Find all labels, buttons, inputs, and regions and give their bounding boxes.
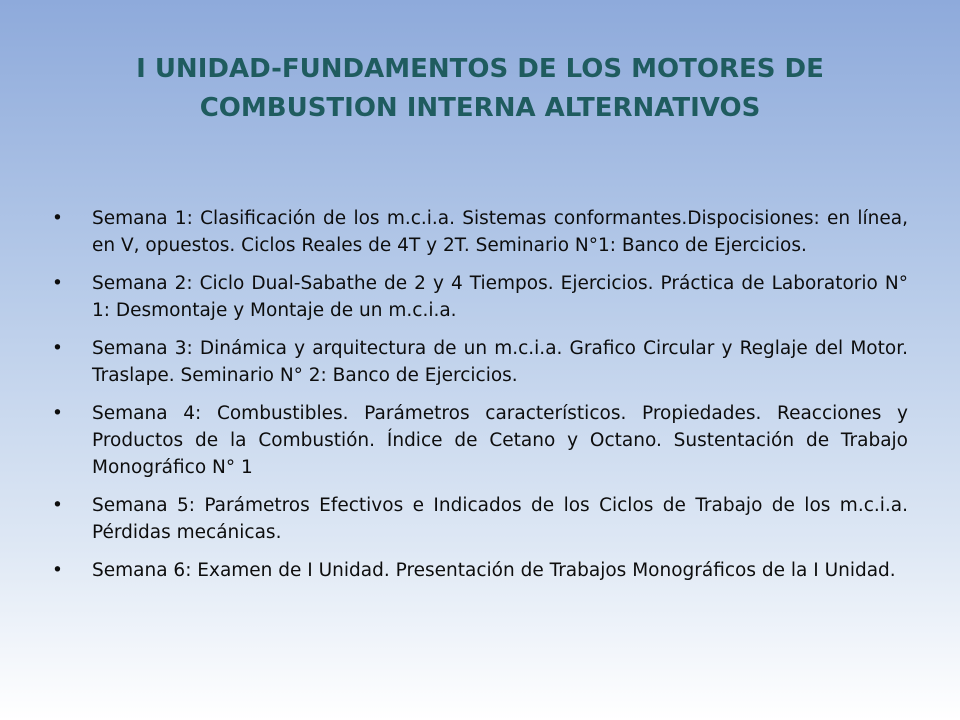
bullet-icon: • (52, 560, 63, 581)
bullet-list (52, 205, 908, 595)
list-item-week-3 (52, 335, 908, 389)
list-item-week-1 (52, 205, 908, 259)
bullet-icon: • (52, 208, 63, 229)
bullet-icon: • (52, 495, 63, 516)
list-item-week-6 (52, 557, 908, 584)
list-item-text: Semana 3: Dinámica y arquitectura de un m.c.i.a. Grafico Circular y Reglaje del Motor. Traslape. Seminario N° 2: Banco de Ejercicios. (92, 338, 908, 386)
list-item-text: Semana 1: Clasificación de los m.c.i.a. Sistemas conformantes.Dispocisiones: en línea, en V, opuestos. Ciclos Reales de 4T y 2T. Seminario N°1: Banco de Ejercicios. (92, 208, 908, 256)
list-item-text: Semana 6: Examen de I Unidad. Presentación de Trabajos Monográficos de la I Unidad. (92, 560, 896, 581)
bullet-icon: • (52, 338, 63, 359)
bullet-icon: • (52, 273, 63, 294)
list-item-text: Semana 2: Ciclo Dual-Sabathe de 2 y 4 Tiempos. Ejercicios. Práctica de Laboratorio N° 1: Desmontaje y Montaje de un m.c.i.a. (92, 273, 908, 321)
list-item-week-5 (52, 492, 908, 546)
list-item-week-2 (52, 270, 908, 324)
list-item-text: Semana 5: Parámetros Efectivos e Indicados de los Ciclos de Trabajo de los m.c.i.a. Pérdidas mecánicas. (92, 495, 908, 543)
list-item-text: Semana 4: Combustibles. Parámetros característicos. Propiedades. Reacciones y Productos de la Combustión. Índice de Cetano y Octano. Sustentación de Trabajo Monográfico N° 1 (92, 403, 908, 478)
list-item-week-4 (52, 400, 908, 481)
slide-title: I UNIDAD-FUNDAMENTOS DE LOS MOTORES DE COMBUSTION INTERNA ALTERNATIVOS (136, 54, 824, 123)
bullet-icon: • (52, 403, 63, 424)
